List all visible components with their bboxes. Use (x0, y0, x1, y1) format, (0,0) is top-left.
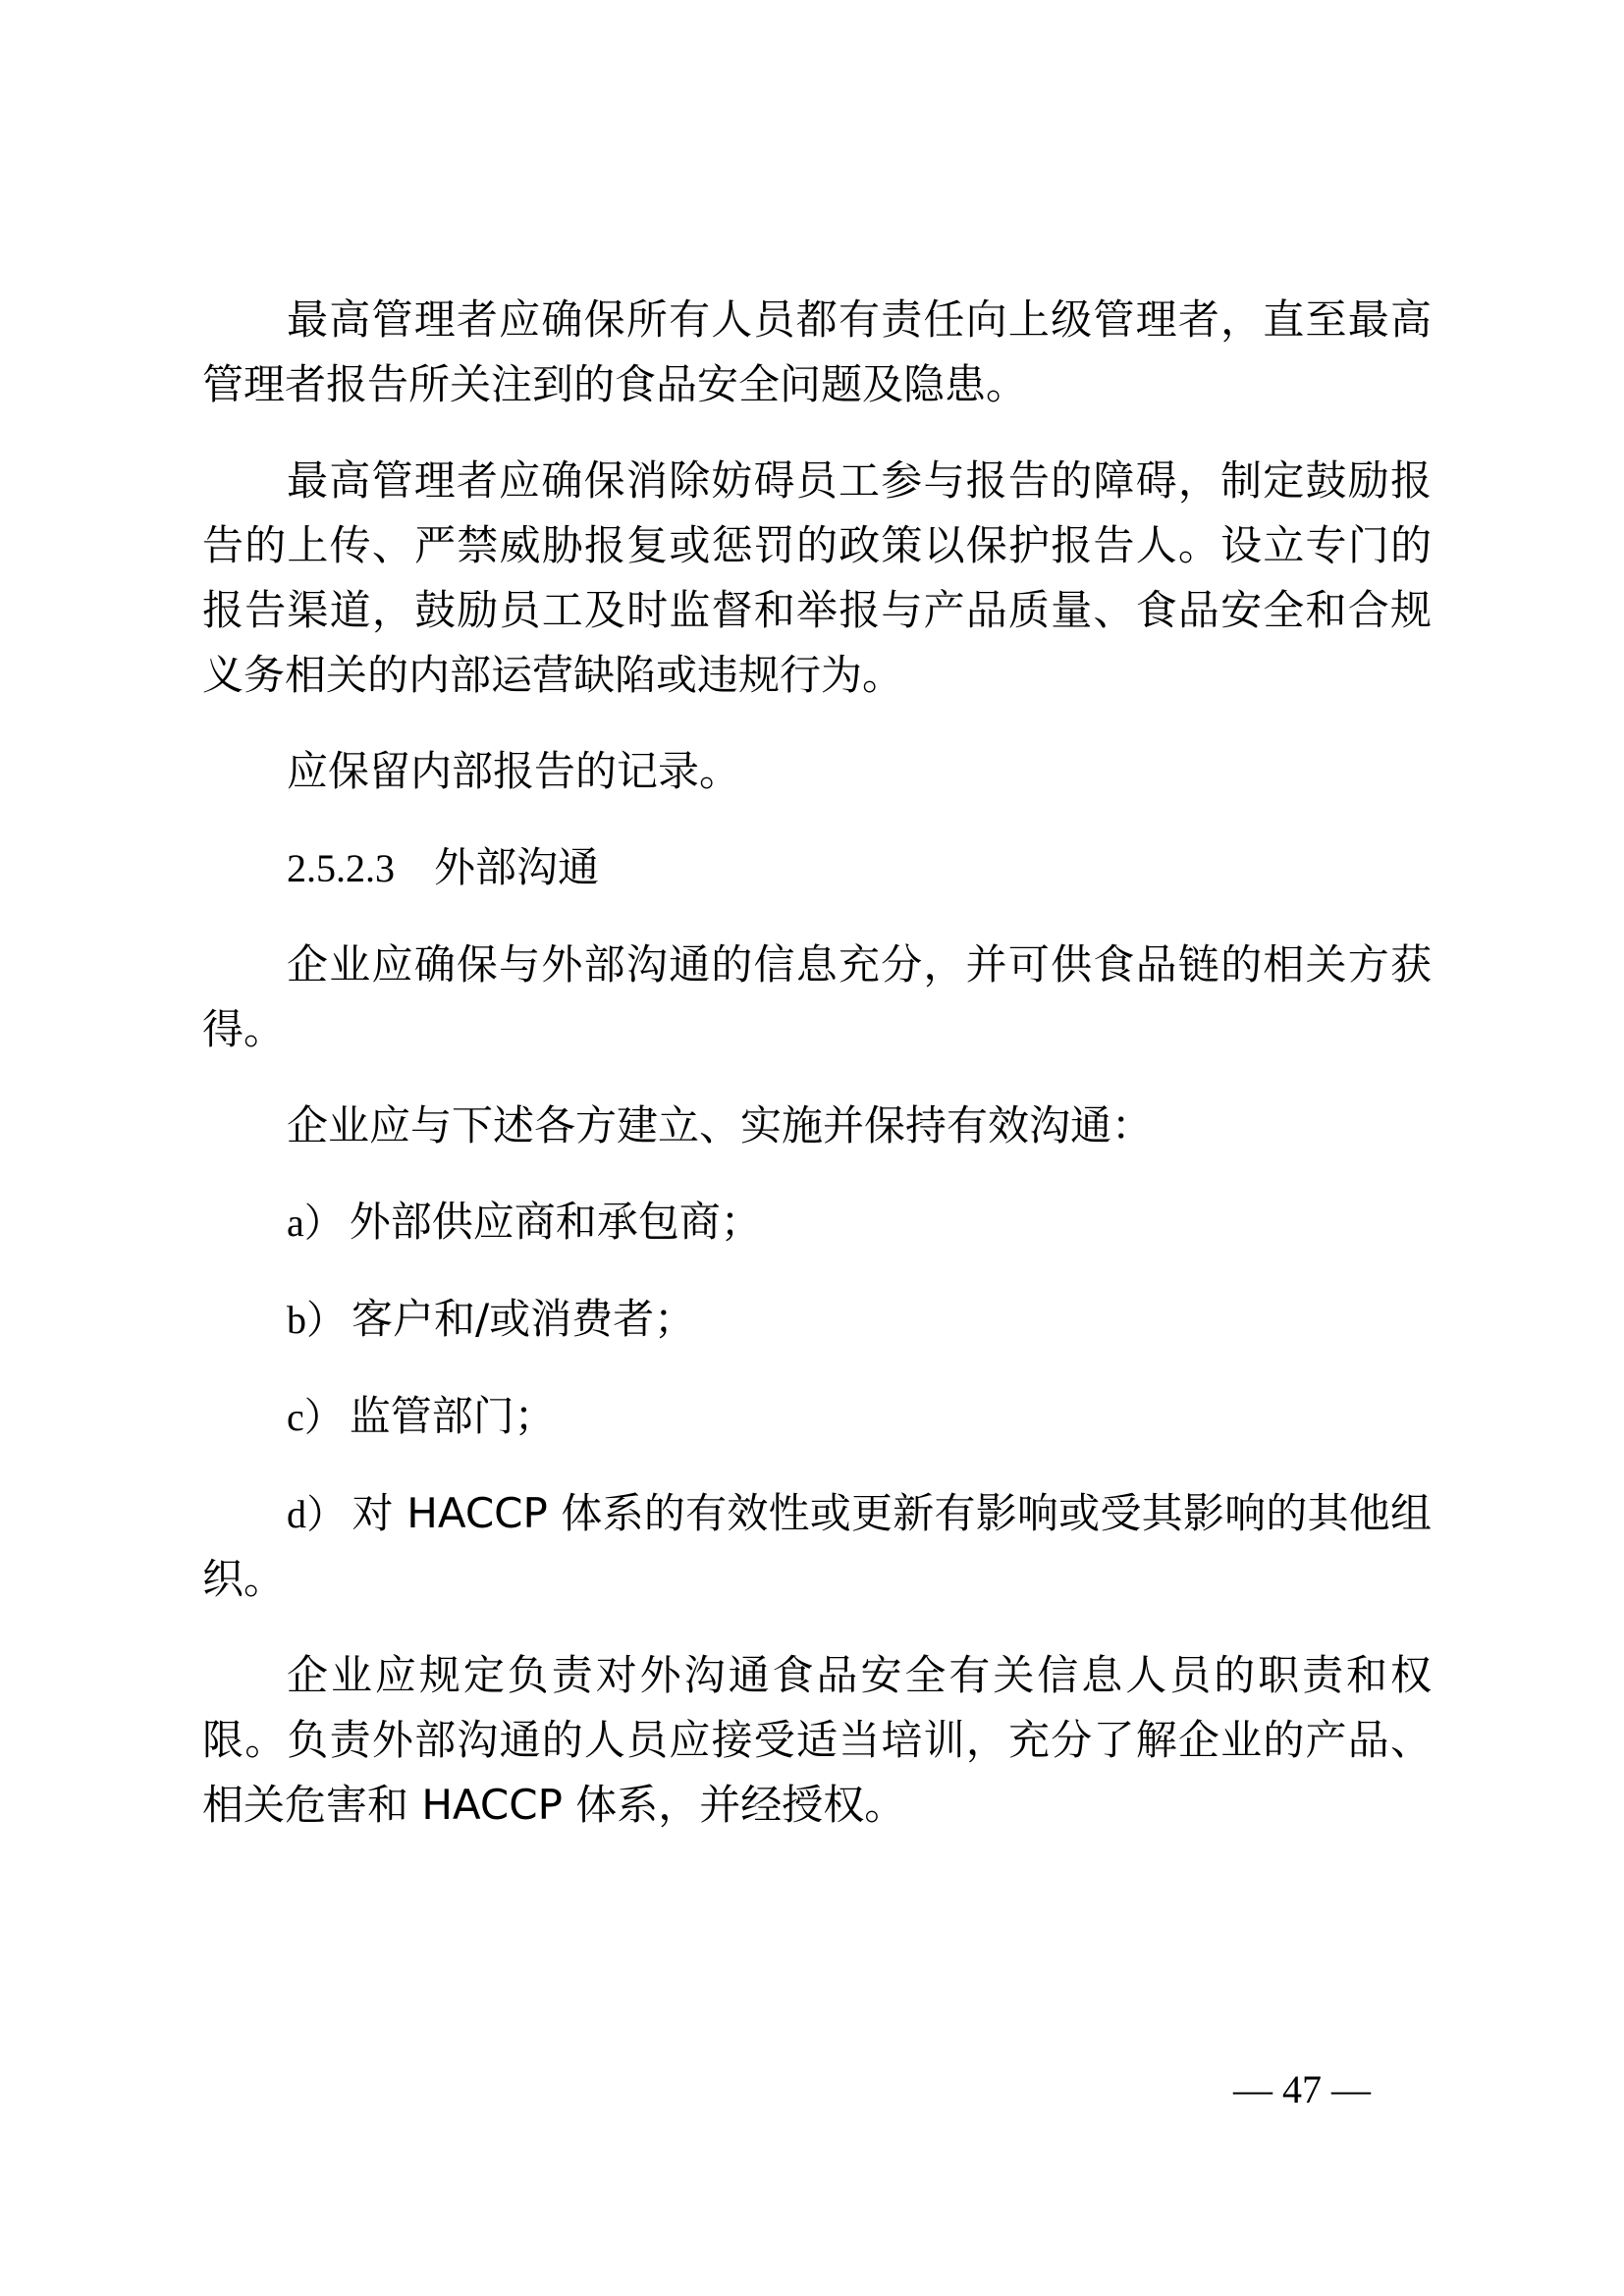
paragraph-retain-records: 应保留内部报告的记录。 (287, 747, 741, 795)
section-heading (202, 835, 1432, 901)
paragraph-responsibility: 企业应规定负责对外沟通食品安全有关信息人员的职责和权限。负责外部沟通的人员应接受适当培训，充分了解企业的产品、相关危害和 HACCP 体系，并经授权。 (202, 1651, 1432, 1829)
list-marker: a） (287, 1201, 344, 1245)
list-item-b (202, 1287, 1432, 1353)
list-marker: b） (287, 1298, 346, 1342)
paragraph-report-barriers: 最高管理者应确保消除妨碍员工参与报告的障碍，制定鼓励报告的上传、严禁威胁报复或惩罚的政策以保护报告人。设立专门的报告渠道，鼓励员工及时监督和举报与产品质量、食品安全和合规义务相关的内部运营缺陷或违规行为。 (202, 456, 1432, 699)
list-item-d (202, 1481, 1432, 1612)
list-marker: c） (287, 1395, 344, 1439)
list-item-text: 对 HACCP 体系的有效性或更新有影响或受其影响的其他组织。 (202, 1489, 1433, 1603)
section-title: 外部沟通 (434, 843, 600, 891)
paragraph-communication-parties: 企业应与下述各方建立、实施并保持有效沟通： (287, 1101, 1154, 1149)
list-item-text: 外部供应商和承包商； (349, 1198, 762, 1246)
list-item-a (202, 1190, 1432, 1255)
paragraph-report-concerns: 最高管理者应确保所有人员都有责任向上级管理者，直至最高管理者报告所关注到的食品安全问题及隐患。 (202, 295, 1432, 408)
section-number: 2.5.2.3 (287, 846, 395, 890)
page-number: — 47 — (1233, 2067, 1371, 2111)
list-item-text: 客户和/或消费者； (352, 1295, 696, 1343)
page-content (202, 288, 1432, 1869)
list-item-text: 监管部门； (349, 1392, 556, 1440)
paragraph-external-info: 企业应确保与外部沟通的信息充分，并可供食品链的相关方获得。 (202, 940, 1432, 1053)
list-marker: d） (287, 1492, 347, 1536)
list-item-c (202, 1384, 1432, 1450)
